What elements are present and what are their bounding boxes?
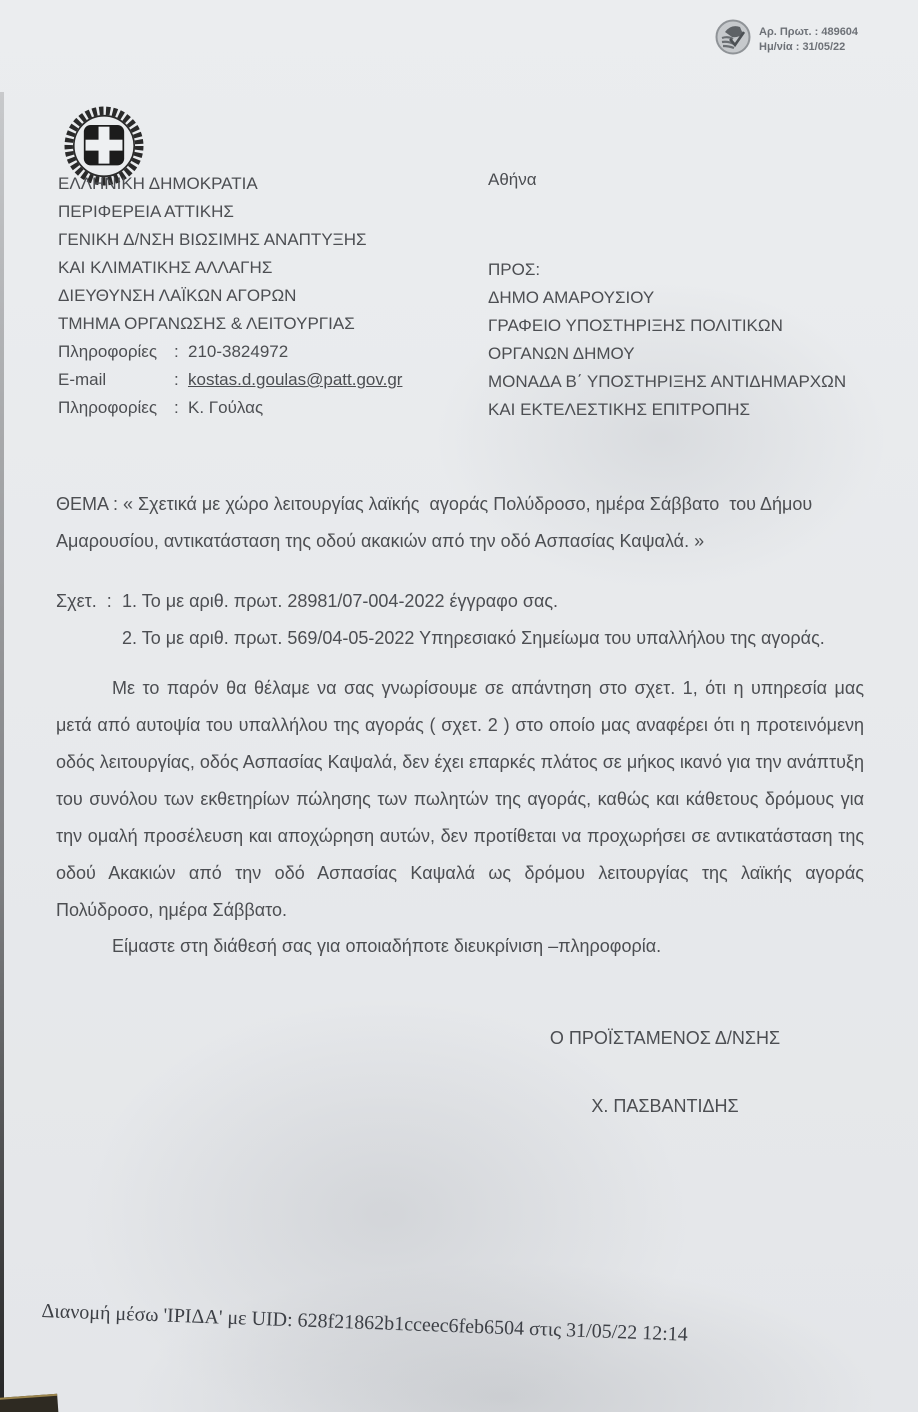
protocol-stamp (714, 18, 858, 61)
sender-line: ΚΑΙ ΚΛΙΜΑΤΙΚΗΣ ΑΛΛΑΓΗΣ (58, 258, 273, 277)
references-label: Σχετ. : (56, 591, 112, 611)
contact-person-value: Κ. Γούλας (188, 398, 264, 417)
contact-separator: : (174, 370, 179, 389)
recipient-line: ΔΗΜΟ ΑΜΑΡΟΥΣΙΟΥ (488, 288, 655, 307)
reference-item: 2. Το με αριθ. πρωτ. 569/04-05-2022 Υπηρεσιακό Σημείωμα του υπαλλήλου της αγοράς. (122, 628, 825, 648)
to-label: ΠΡΟΣ: (488, 260, 541, 279)
contact-row-phone (58, 338, 402, 366)
irida-stamp-icon (714, 18, 752, 61)
body-paragraph: Με το παρόν θα θέλαμε να σας γνωρίσουμε σε απάντηση στο σχετ. 1, ότι η υπηρεσία μας μετά από αυτοψία του υπαλλήλου της αγοράς ( σχετ. 2 ) στο οποίο μας αναφέρει ότι η προτεινόμενη οδός λειτουργίας, οδός Ασπασίας Καψαλά, δεν έχει επαρκές πλάτος σε μήκος ικανό για την ανάπτυξη του συνόλου των εκθετηρίων πώλησης των πωλητών της αγοράς, καθώς και κάθετους δρόμους για την ομαλή προσέλευση και αποχώρηση αυτών, δεν προτίθεται να προχωρήσει σε αντικατάσταση της οδού Ακακιών από την οδό Ασπασίας Καψαλά ως δρόμου λειτουργίας της λαϊκής αγοράς Πολύδροσο, ημέρα Σάββατο. (56, 678, 864, 920)
recipient-line: ΓΡΑΦΕΙΟ ΥΠΟΣΤΗΡΙΞΗΣ ΠΟΛΙΤΙΚΩΝ (488, 316, 783, 335)
contact-label: Πληροφορίες (58, 342, 158, 361)
sender-line: ΔΙΕΥΘΥΝΣΗ ΛΑΪΚΩΝ ΑΓΟΡΩΝ (58, 286, 297, 305)
contact-email-value: kostas.d.goulas@patt.gov.gr (188, 370, 403, 389)
recipient-block (488, 256, 846, 424)
contact-label: Πληροφορίες (58, 398, 158, 417)
recipient-line: ΜΟΝΑΔΑ Β΄ ΥΠΟΣΤΗΡΙΞΗΣ ΑΝΤΙΔΗΜΑΡΧΩΝ (488, 372, 847, 391)
contact-row-person (58, 394, 402, 422)
signature-name: Χ. ΠΑΣΒΑΝΤΙΔΗΣ (591, 1096, 739, 1116)
recipient-line: ΟΡΓΑΝΩΝ ΔΗΜΟΥ (488, 344, 635, 363)
scan-bottom-left-corner-artifact (0, 1394, 59, 1412)
scan-left-edge-shadow (0, 92, 4, 1412)
signature-title: Ο ΠΡΟΪΣΤΑΜΕΝΟΣ Δ/ΝΣΗΣ (549, 1028, 781, 1048)
subject-paragraph: ΘΕΜΑ : « Σχετικά με χώρο λειτουργίας λαϊκής αγοράς Πολύδροσο, ημέρα Σάββατο του Δήμου Αμαρουσίου, αντικατάσταση της οδού ακακιών από την οδό Ασπασίας Καψαλά. » (56, 494, 817, 551)
sender-line: ΠΕΡΙΦΕΡΕΙΑ ΑΤΤΙΚΗΣ (58, 202, 234, 221)
contact-separator: : (174, 342, 179, 361)
contact-label: E-mail (58, 370, 107, 389)
references-items (122, 583, 825, 657)
city-line: Αθήνα (488, 170, 537, 189)
contact-phone-value: 210-3824972 (188, 342, 289, 361)
protocol-number: Αρ. Πρωτ. : 489604 (759, 25, 859, 38)
protocol-stamp-text (759, 25, 858, 55)
sender-line: ΕΛΛΗΝΙΚΗ ΔΗΜΟΚΡΑΤΙΑ (58, 174, 258, 193)
contact-separator: : (174, 398, 179, 417)
recipient-line: ΚΑΙ ΕΚΤΕΛΕΣΤΙΚΗΣ ΕΠΙΤΡΟΠΗΣ (488, 400, 751, 419)
sender-line: ΤΜΗΜΑ ΟΡΓΑΝΩΣΗΣ & ΛΕΙΤΟΥΡΓΙΑΣ (58, 314, 355, 333)
closing-line: Είμαστε στη διάθεσή σας για οποιαδήποτε διευκρίνιση –πληροφορία. (112, 936, 662, 956)
protocol-date: Ημ/νία : 31/05/22 (759, 40, 846, 53)
sender-block (58, 170, 402, 422)
sender-line: ΓΕΝΙΚΗ Δ/ΝΣΗ ΒΙΩΣΙΜΗΣ ΑΝΑΠΤΥΞΗΣ (58, 230, 367, 249)
references-block (56, 583, 825, 657)
contact-row-email (58, 366, 402, 394)
reference-item: 1. Το με αριθ. πρωτ. 28981/07-004-2022 έγγραφο σας. (122, 591, 559, 611)
distribution-footer: Διανομή μέσω 'ΙΡΙΔΑ' με UID: 628f21862b1cceec6feb6504 στις 31/05/22 12:14 (41, 1300, 689, 1346)
signature-block (495, 1028, 835, 1117)
